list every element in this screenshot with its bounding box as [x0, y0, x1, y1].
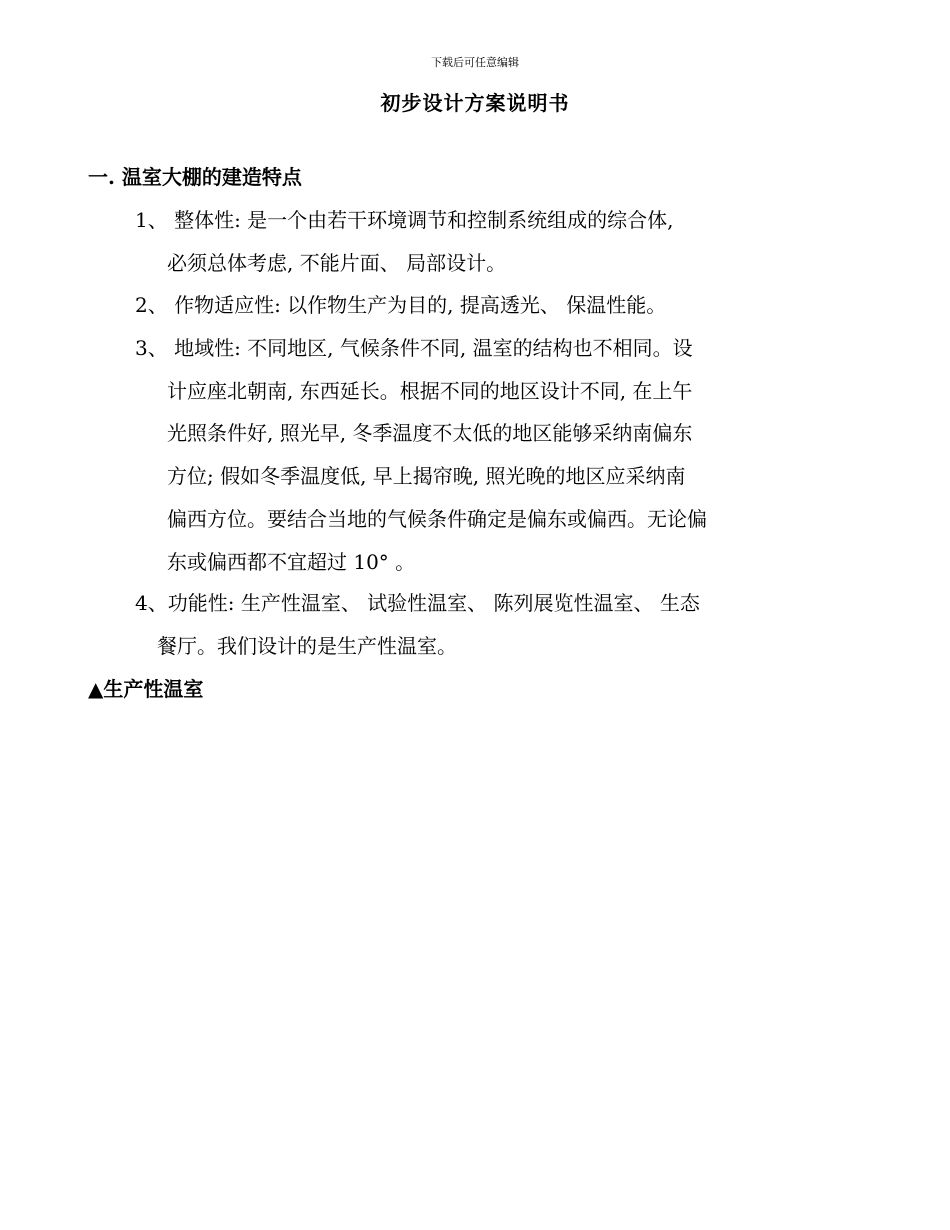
- list-item-line: 偏西方位。要结合当地的气候条件确定是偏东或偏西。无论偏: [167, 506, 707, 531]
- list-item-line: 3、 地域性: 不同地区, 气候条件不同, 温室的结构也不相同。设: [135, 336, 693, 360]
- list-item-line: 餐厅。我们设计的是生产性温室。: [157, 633, 457, 658]
- list-item-functionality: [135, 582, 795, 667]
- document-title: 初步设计方案说明书: [380, 91, 570, 115]
- list-item-line: 光照条件好, 照光早, 冬季温度不太低的地区能够采纳南偏东: [167, 421, 693, 446]
- list-item-line: 计应座北朝南, 东西延长。根据不同的地区设计不同, 在上午: [167, 378, 693, 403]
- list-item-line: 必须总体考虑, 不能片面、 局部设计。: [167, 250, 507, 275]
- section-heading-production-greenhouse: ▲生产性温室: [88, 677, 204, 701]
- list-item-line: 1、 整体性: 是一个由若干环境调节和控制系统组成的综合体,: [135, 208, 674, 232]
- list-item-crop-adaptability: [135, 284, 795, 327]
- list-item-line: 方位; 假如冬季温度低, 早上揭帘晚, 照光晚的地区应采纳南: [167, 464, 686, 489]
- list-item-integrity: [135, 199, 795, 284]
- section-heading-greenhouse-features: 一. 温室大棚的建造特点: [88, 165, 302, 189]
- list-item-regionality: [135, 327, 795, 583]
- list-item-line: 2、 作物适应性: 以作物生产为目的, 提高透光、 保温性能。: [135, 293, 667, 317]
- watermark-header: 下载后可任意编辑: [431, 56, 519, 69]
- list-item-line: 东或偏西都不宜超过 10° 。: [167, 549, 416, 574]
- list-item-line: 4、功能性: 生产性温室、 试验性温室、 陈列展览性温室、 生态: [135, 591, 700, 615]
